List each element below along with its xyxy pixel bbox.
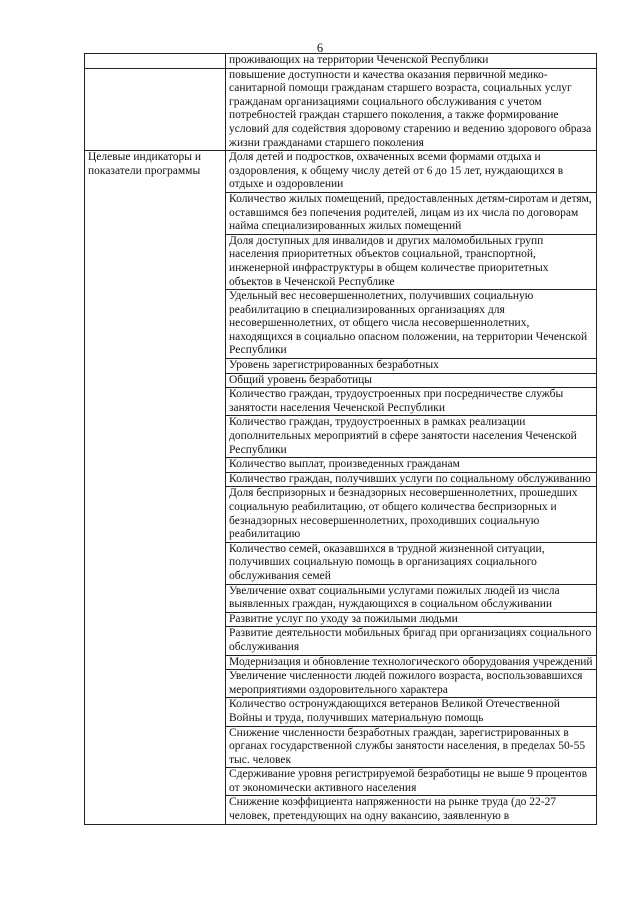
indicator-cell	[226, 472, 597, 487]
indicator-text: Доля доступных для инвалидов и других маломобильных групп населения приоритетных объектов социальной, транспортной, инженерной инфраструктуры в общем количестве приоритетных объектов в Чеченской Республике	[229, 234, 549, 288]
indicator-cell	[226, 612, 597, 627]
table-row	[85, 54, 597, 69]
indicator-cell	[226, 796, 597, 825]
indicator-cell	[226, 670, 597, 698]
indicator-text: Уровень зарегистрированных безработных	[229, 359, 439, 372]
indicator-cell	[226, 726, 597, 768]
continuation-text: проживающих на территории Чеченской Республики	[229, 54, 489, 66]
indicators-label-cell	[85, 151, 226, 825]
indicator-text: Развитие услуг по уходу за пожилыми людьми	[229, 612, 458, 625]
indicator-text: Количество граждан, трудоустроенных при посредничестве службы занятости населения Чеченской Республики	[229, 388, 564, 414]
indicator-cell	[226, 542, 597, 584]
indicator-text: Количество семей, оказавшихся в трудной жизненной ситуации, получивших социальную помощь в организациях социального обслуживания семей	[229, 542, 545, 582]
indicator-text: Доля беспризорных и безнадзорных несовершеннолетних, прошедших социальную реабилитацию, от общего количества беспризорных и безнадзорных несовершеннолетних, проходивших социальную реабилитацию	[229, 487, 578, 541]
indicator-text: Увеличение охват социальными услугами пожилых людей из числа выявленных граждан, нуждающихся в социальном обслуживании	[229, 584, 560, 611]
indicator-cell	[226, 655, 597, 670]
indicator-text: Снижение численности безработных граждан, зарегистрированных в органах государственной службы занятости населения, в пределах 50-55 тыс. человек	[229, 726, 586, 766]
indicator-cell	[226, 234, 597, 289]
indicator-text: Удельный вес несовершеннолетних, получивших социальную реабилитацию в специализированных организациях для несовершеннолетних, от общего числа несовершеннолетних, находящихся в социально опасном положении, на территории Чеченской Республики	[229, 290, 588, 357]
indicator-cell	[226, 388, 597, 416]
indicator-text: Количество жилых помещений, предоставленных детям-сиротам и детям, оставшимся без попечения родителей, лицам из их числа по договорам найма специализированных жилых помещений	[229, 192, 592, 233]
indicator-text: Снижение коэффициента напряженности на рынке труда (до 22-27 человек, претендующих на одну вакансию, заявленную в	[229, 796, 557, 823]
indicator-text: Сдерживание уровня регистрируемой безработицы не выше 9 процентов от экономически активного населения	[229, 768, 587, 794]
goal-cell	[226, 68, 597, 151]
indicator-text: Количество остронуждающихся ветеранов Великой Отечественной Войны и труда, получивших материальную помощь	[229, 698, 560, 724]
indicator-text: Модернизация и обновление технологического оборудования учреждений	[229, 655, 593, 668]
continuation-cell	[226, 54, 597, 69]
indicator-text: Количество граждан, трудоустроенных в рамках реализации дополнительных мероприятий в сфере занятости населения Чеченской Республики	[229, 416, 577, 456]
indicator-cell	[226, 359, 597, 374]
indicator-cell	[226, 768, 597, 796]
indicator-text: Увеличение численности людей пожилого возраста, воспользовавшихся мероприятиями оздоровительного характера	[229, 670, 583, 696]
indicator-text: Количество выплат, произведенных гражданам	[229, 458, 460, 471]
indicator-cell	[226, 584, 597, 612]
indicator-cell	[226, 416, 597, 458]
indicator-cell	[226, 487, 597, 542]
indicator-cell	[226, 192, 597, 234]
indicator-cell	[226, 151, 597, 193]
program-passport-table	[84, 53, 597, 825]
indicator-cell	[226, 698, 597, 726]
page-number: 6	[316, 41, 324, 55]
goal-text: повышение доступности и качества оказания первичной медико-санитарной помощи гражданам старшего возраста, социальных услуг гражданам организациями социального обслуживания с учетом потребностей граждан старшего поколения, а также формирование условий для содействия здоровому старению и ведению здорового образа жизни гражданами старшего поколения	[229, 68, 592, 149]
indicator-text: Общий уровень безработицы	[229, 373, 373, 386]
table-row	[85, 68, 597, 151]
indicator-cell	[226, 290, 597, 359]
empty-label-cell	[85, 54, 226, 69]
indicator-text: Доля детей и подростков, охваченных всеми формами отдыха и оздоровления, к общему числу детей от 6 до 15 лет, нуждающихся в отдыхе и оздоровлении	[229, 151, 564, 191]
indicator-text: Количество граждан, получивших услуги по социальному обслуживанию	[229, 472, 591, 485]
indicator-cell	[226, 627, 597, 655]
indicator-cell	[226, 458, 597, 473]
table-row	[85, 151, 597, 193]
indicator-cell	[226, 373, 597, 388]
empty-label-cell	[85, 68, 226, 151]
indicators-label: Целевые индикаторы и показатели программы	[88, 151, 202, 177]
indicator-text: Развитие деятельности мобильных бригад при организациях социального обслуживания	[229, 627, 592, 653]
